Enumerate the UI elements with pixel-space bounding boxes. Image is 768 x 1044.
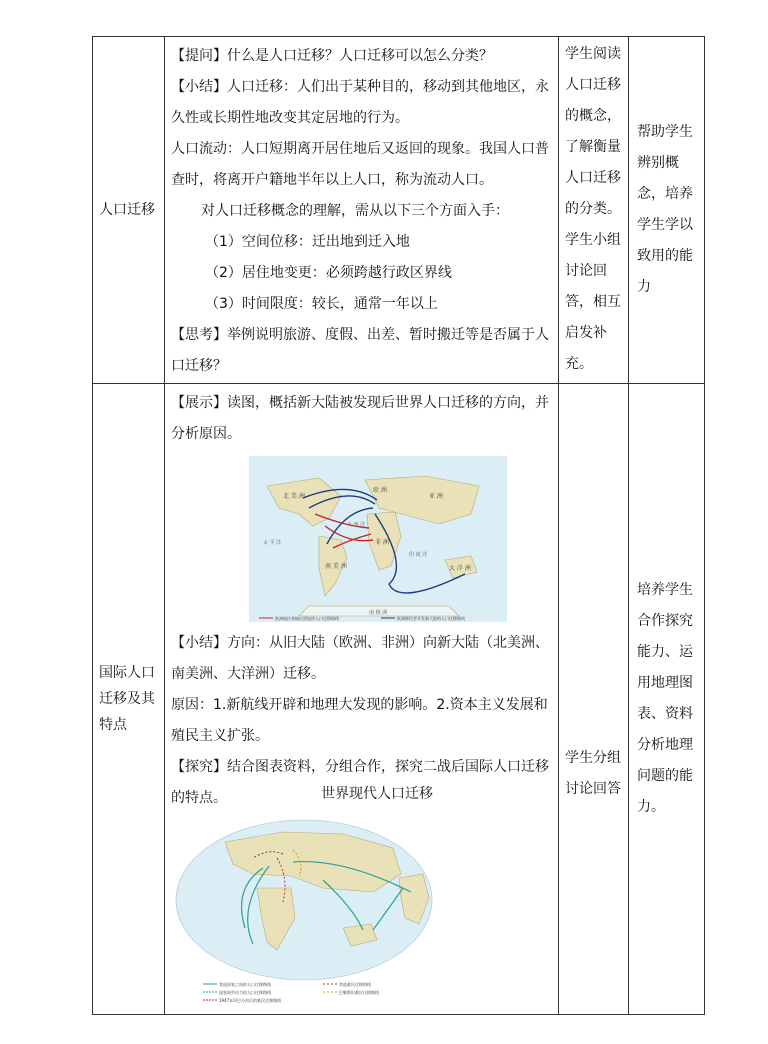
table-row (93, 37, 705, 384)
point-2: （2）居住地变更：必须跨越行政区界线 (205, 265, 452, 281)
map-label: 南 美 洲 (325, 563, 347, 570)
map-legend: 巴勒斯坦难民迁移路线 (339, 990, 379, 995)
map-title: 世界现代人口迁移 (321, 786, 433, 802)
design-intent-cell: 帮助学生辨别概念，培养学生学以致用的能力 (629, 37, 705, 384)
map-legend: 其他难民迁移路线 (339, 982, 371, 987)
summary-line: 【小结】人口迁移：人们出于某种目的，移动到其他地区，永久性或长期性地改变其定居地的行为。 (171, 79, 549, 126)
point-3: （3）时间限度：较长，通常一年以上 (205, 296, 438, 312)
design-intent-cell: 培养学生合作探究能力、运用地理图表、资料分析地理问题的能力。 (629, 384, 705, 1015)
map-label: 印 度 洋 (409, 552, 428, 558)
explore-text: 【探究】结合图表资料，分组合作，探究二战后国际人口迁移的特点。 (171, 759, 549, 806)
colonial-migration-map (249, 456, 507, 622)
map-legend: 国家间劳动力的人口迁移路线 (219, 990, 271, 995)
content-cell (165, 384, 559, 1015)
summary-line: 【小结】方向：从旧大陆（欧洲、非洲）向新大陆（北美洲、南美洲、大洋洲）迁移。 (171, 635, 549, 682)
topic-cell: 人口迁移 (93, 37, 165, 384)
map-legend: 其他国家之间的人口迁移路线 (219, 982, 271, 987)
question-line: 【提问】什么是人口迁移？人口迁移可以怎么分类？ (171, 48, 493, 64)
map-label: 太 平 洋 (263, 540, 282, 546)
point-1: （1）空间位移：迁出地到迁入地 (205, 234, 410, 250)
map-label: 大 西 洋 (347, 522, 366, 528)
reason-line: 原因：1.新航线开辟和地理大发现的影响。2.资本主义发展和殖民主义扩张。 (171, 697, 548, 744)
map-label: 亚 洲 (429, 493, 443, 500)
student-activity-cell (559, 384, 629, 1015)
table-row (93, 384, 705, 1015)
student-activity-text: 学生分组讨论回答 (565, 750, 621, 797)
map-legend: 1947年印巴分治后的难民迁移路线 (219, 998, 282, 1003)
content-cell (165, 37, 559, 384)
map-label: 大 洋 洲 (449, 565, 471, 572)
map-label: 非 洲 (375, 539, 389, 546)
student-activity-cell: 学生阅读人口迁移的概念，了解衡量人口迁移的分类。学生小组讨论回答，相互启发补充。 (559, 37, 629, 384)
modern-migration-map (173, 818, 435, 1014)
map-label: 欧 洲 (373, 487, 387, 494)
think-line: 【思考】举例说明旅游、度假、出差、暂时搬迁等是否属于人口迁移？ (171, 327, 549, 374)
concept-line: 对人口迁移概念的理解，需从以下三个方面入手： (201, 203, 509, 219)
flow-line: 人口流动：人口短期离开居住地后又返回的现象。我国人口普查时，将离开户籍地半年以上人口，称为流动人口。 (171, 141, 549, 188)
topic-cell: 国际人口迁移及其特点 (93, 384, 165, 1015)
map-label: 南 极 洲 (369, 610, 388, 616)
map-legend: 欧洲移民者开发新大陆的人口迁移路线 (397, 616, 465, 621)
show-line: 【展示】读图，概括新大陆被发现后世界人口迁移的方向，并分析原因。 (171, 395, 549, 442)
map-legend: 欧洲殖民者输出黑奴的人口迁移路线 (275, 616, 339, 621)
map-label: 北 美 洲 (283, 493, 305, 500)
lesson-table (92, 36, 705, 1015)
